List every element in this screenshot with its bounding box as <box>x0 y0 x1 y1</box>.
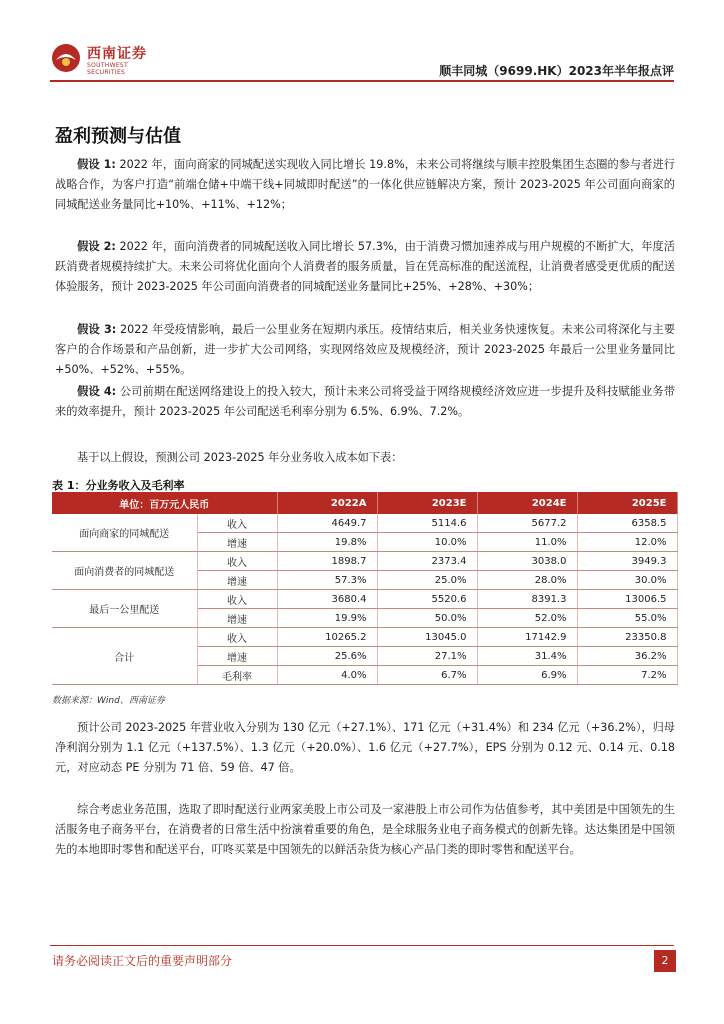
assumption-paragraph-2 <box>55 237 675 297</box>
footer-divider <box>50 945 674 946</box>
assumption-text: 2022 年受疫情影响，最后一公里业务在短期内承压。疫情结束后，相关业务快速恢复。未来公司将深化与主要客户的合作场景和产品创新，进一步扩大公司网络，实现网络效应及规模经济，预计 2023-2025 年最后一公里业务量同比+50%、+52%、+55%。 <box>55 323 676 376</box>
value-cell: 19.8% <box>277 533 377 552</box>
value-cell: 55.0% <box>577 609 677 628</box>
assumption-text: 2022 年，面向商家的同城配送实现收入同比增长 19.8%，未来公司将继续与顺丰控股集团生态圈的参与者进行战略合作，为客户打造“前端仓储+中端干线+同城即时配送”的一体化供应链解决方案，预计 2023-2025 年公司面向商家的同城配送业务量同比+10%、+11%、+12%； <box>55 158 675 211</box>
value-cell: 28.0% <box>477 571 577 590</box>
section-title: 盈利预测与估值 <box>55 126 181 147</box>
segment-cell: 面向商家的同城配送 <box>52 514 197 552</box>
year-header: 2023E <box>377 492 477 514</box>
value-cell: 4649.7 <box>277 514 377 533</box>
forecast-text: 预计公司 2023-2025 年营业收入分别为 130 亿元（+27.1%）、171 亿元（+31.4%）和 234 亿元（+36.2%），归母净利润分别为 1.1 亿元（+137.5%）、1.3 亿元（+20.0%）、1.6 亿元（+27.7%），EPS 分别为 0.12 元、0.14 元、0.18 元，对应动态 PE 分别为 71 倍、59 倍、47 倍。 <box>55 721 675 774</box>
page-header <box>50 40 674 82</box>
table-row <box>52 628 677 647</box>
year-header: 2024E <box>477 492 577 514</box>
table-unit-header: 单位：百万元人民币 <box>52 492 277 514</box>
metric-cell: 收入 <box>197 552 277 571</box>
table-header-row <box>52 492 677 514</box>
value-cell: 23350.8 <box>577 628 677 647</box>
metric-cell: 毛利率 <box>197 666 277 685</box>
metric-cell: 增速 <box>197 609 277 628</box>
assumption-label: 假设 2: <box>77 240 116 253</box>
report-title: 顺丰同城（9699.HK）2023年半年报点评 <box>439 64 674 78</box>
assumption-paragraph-3 <box>55 320 675 380</box>
metric-cell: 增速 <box>197 647 277 666</box>
value-cell: 6.7% <box>377 666 477 685</box>
valuation-paragraph <box>55 800 675 860</box>
value-cell: 6358.5 <box>577 514 677 533</box>
forecast-paragraph <box>55 718 675 778</box>
year-header: 2025E <box>577 492 677 514</box>
value-cell: 11.0% <box>477 533 577 552</box>
value-cell: 3949.3 <box>577 552 677 571</box>
table-intro-text: 基于以上假设，预测公司 2023-2025 年分业务收入成本如下表： <box>77 451 403 464</box>
table-row <box>52 590 677 609</box>
assumption-paragraph-1 <box>55 155 675 215</box>
value-cell: 1898.7 <box>277 552 377 571</box>
value-cell: 10.0% <box>377 533 477 552</box>
value-cell: 50.0% <box>377 609 477 628</box>
value-cell: 25.6% <box>277 647 377 666</box>
logo-emblem-icon <box>50 42 82 74</box>
value-cell: 3038.0 <box>477 552 577 571</box>
metric-cell: 收入 <box>197 590 277 609</box>
table-caption: 表 1：分业务收入及毛利率 <box>52 479 185 492</box>
table-row <box>52 514 677 533</box>
value-cell: 57.3% <box>277 571 377 590</box>
value-cell: 13006.5 <box>577 590 677 609</box>
value-cell: 27.1% <box>377 647 477 666</box>
table-row <box>52 552 677 571</box>
metric-cell: 增速 <box>197 533 277 552</box>
company-logo <box>50 40 160 76</box>
segment-cell: 合计 <box>52 628 197 685</box>
value-cell: 3680.4 <box>277 590 377 609</box>
segment-cell: 面向消费者的同城配送 <box>52 552 197 590</box>
metric-cell: 增速 <box>197 571 277 590</box>
value-cell: 8391.3 <box>477 590 577 609</box>
value-cell: 12.0% <box>577 533 677 552</box>
assumption-label: 假设 1: <box>77 158 116 171</box>
year-header: 2022A <box>277 492 377 514</box>
assumption-paragraph-4 <box>55 382 675 422</box>
value-cell: 5520.6 <box>377 590 477 609</box>
value-cell: 13045.0 <box>377 628 477 647</box>
value-cell: 6.9% <box>477 666 577 685</box>
value-cell: 31.4% <box>477 647 577 666</box>
value-cell: 25.0% <box>377 571 477 590</box>
assumption-text: 公司前期在配送网络建设上的投入较大，预计未来公司将受益于网络规模经济效应进一步提升及科技赋能业务带来的效率提升，预计 2023-2025 年公司配送毛利率分别为 6.5%、6.9%、7.2%。 <box>55 385 676 418</box>
page-number: 2 <box>654 950 676 972</box>
valuation-text: 综合考虑业务范围，选取了即时配送行业两家美股上市公司及一家港股上市公司作为估值参考，其中美团是中国领先的生活服务电子商务平台，在消费者的日常生活中扮演着重要的角色，是全球服务业电子商务模式的创新先锋。达达集团是中国领先的本地即时零售和配送平台，叮咚买菜是中国领先的以鲜活杂货为核心产品门类的即时零售和配送平台。 <box>55 803 675 856</box>
segment-cell: 最后一公里配送 <box>52 590 197 628</box>
logo-text: 西南证券 <box>87 46 147 62</box>
value-cell: 5677.2 <box>477 514 577 533</box>
value-cell: 17142.9 <box>477 628 577 647</box>
revenue-margin-table <box>52 492 678 685</box>
value-cell: 5114.6 <box>377 514 477 533</box>
logo-subtitle: SOUTHWEST SECURITIES <box>87 62 128 76</box>
assumption-label: 假设 4: <box>77 385 117 398</box>
assumption-label: 假设 3: <box>77 323 117 336</box>
metric-cell: 收入 <box>197 514 277 533</box>
value-cell: 52.0% <box>477 609 577 628</box>
value-cell: 4.0% <box>277 666 377 685</box>
value-cell: 10265.2 <box>277 628 377 647</box>
value-cell: 30.0% <box>577 571 677 590</box>
value-cell: 2373.4 <box>377 552 477 571</box>
table-intro-paragraph <box>55 448 675 468</box>
table-source: 数据来源：Wind、西南证券 <box>52 696 165 706</box>
value-cell: 7.2% <box>577 666 677 685</box>
metric-cell: 收入 <box>197 628 277 647</box>
footer-disclaimer: 请务必阅读正文后的重要声明部分 <box>52 954 233 968</box>
assumption-text: 2022 年，面向消费者的同城配送收入同比增长 57.3%，由于消费习惯加速养成与用户规模的不断扩大，年度活跃消费者规模持续扩大。未来公司将优化面向个人消费者的服务质量，旨在凭高标准的配送流程，让消费者感受更优质的配送体验服务，预计 2023-2025 年公司面向消费者的同城配送业务量同比+25%、+28%、+30%； <box>55 240 675 293</box>
value-cell: 36.2% <box>577 647 677 666</box>
value-cell: 19.9% <box>277 609 377 628</box>
